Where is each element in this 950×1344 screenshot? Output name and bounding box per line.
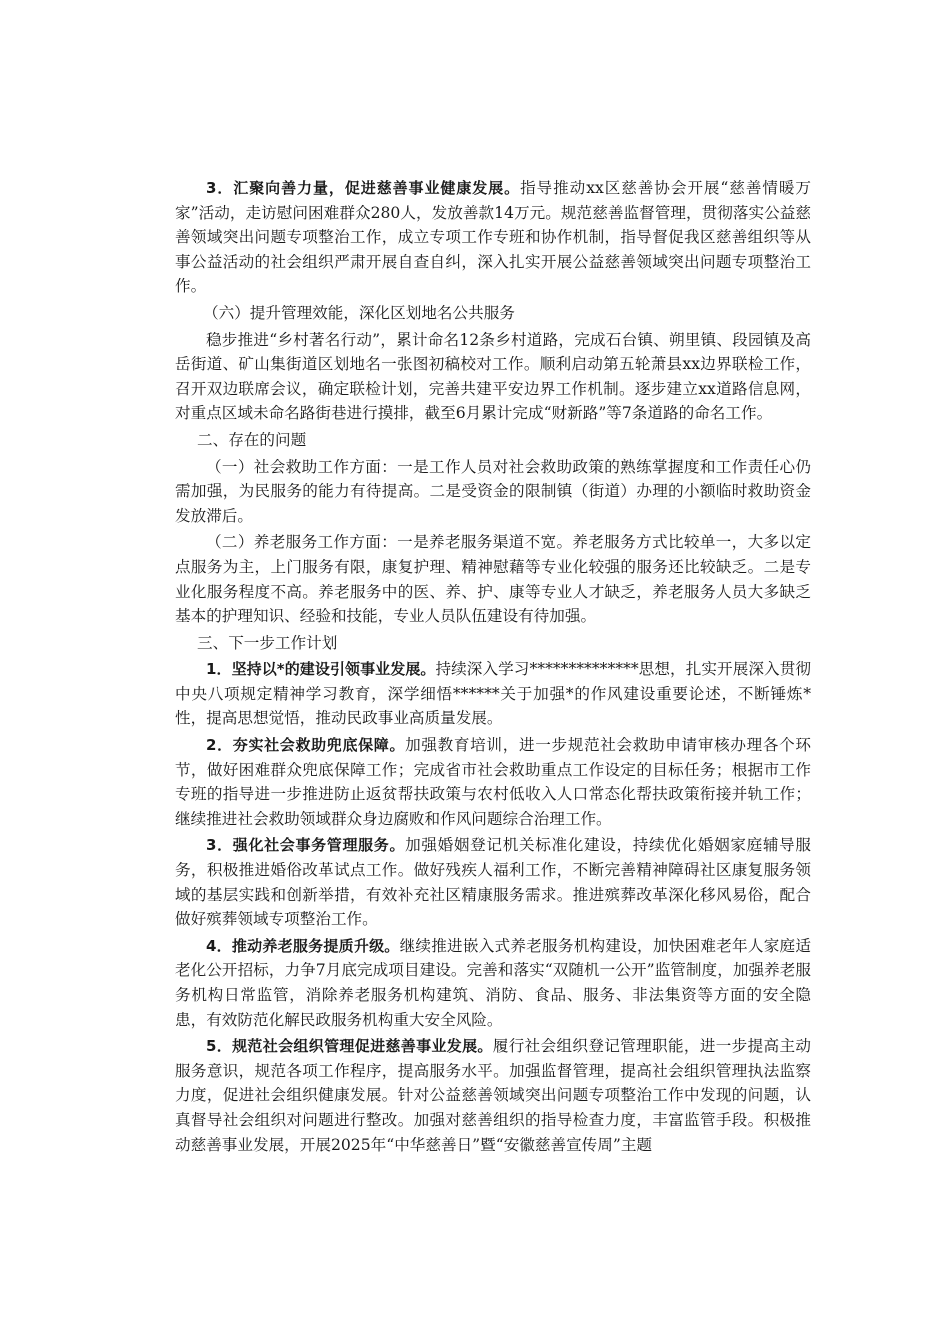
paragraph-charity-development [175,176,811,299]
paragraph-text: 加强教育培训，进一步规范社会救助申请审核办理各个环节，做好困难群众兜底保障工作；完成省市社会救助重点工作设定的目标任务；根据市工作专班的指导进一步推进防止返贫帮扶政策与农村低收入人口常态化帮扶政策衔接并轨工作；继续推进社会救助领域群众身边腐败和作风问题综合治理工作。 [175,736,811,828]
heading-text: （六）提升管理效能，深化区划地名公共服务 [203,303,515,322]
paragraph-plan-2 [175,733,811,831]
section-heading-problems [175,428,811,453]
paragraph-bold-lead: 5．规范社会组织管理促进慈善事业发展。 [206,1037,493,1056]
paragraph-text: 持续深入学习**************思想，扎实开展深入贯彻中央八项规定精神学习教育，深学细悟******关于加强*的作风建设重要论述，不断锤炼*性，提高思想觉悟，推动民政事业高质量发展。 [175,660,811,728]
heading-text: 二、存在的问题 [197,430,307,449]
heading-text: 三、下一步工作计划 [197,633,338,652]
section-heading-next-steps [175,631,811,656]
paragraph-text: （一）社会救助工作方面：一是工作人员对社会救助政策的熟练掌握度和工作责任心仍需加强，为民服务的能力有待提高。二是受资金的限制镇（街道）办理的小额临时救助资金发放滞后。 [175,457,811,525]
paragraph-plan-5 [175,1034,811,1157]
document-body [175,176,811,1159]
paragraph-bold-lead: 3．汇聚向善力量，促进慈善事业健康发展。 [206,179,521,197]
paragraph-plan-3 [175,833,811,931]
paragraph-plan-1 [175,657,811,731]
paragraph-bold-lead: 2．夯实社会救助兜底保障。 [206,736,406,755]
paragraph-social-assistance-problems [175,455,811,529]
paragraph-elderly-care-problems [175,530,811,628]
section-heading-place-names [175,301,811,326]
paragraph-text: 履行社会组织登记管理职能，进一步提高主动服务意识，规范各项工作程序，提高服务水平。加强监督管理，提高社会组织管理执法监察力度，促进社会组织健康发展。针对公益慈善领域突出问题专项整治工作中发现的问题，认真督导社会组织对问题进行整改。加强对慈善组织的指导检查力度，丰富监管手段。积极推动慈善事业发展，开展2025年“中华慈善日”暨“安徽慈善宣传周”主题 [175,1037,811,1154]
paragraph-bold-lead: 4．推动养老服务提质升级。 [206,936,400,955]
paragraph-text: 指导推动xx区慈善协会开展“慈善情暖万家”活动，走访慰问困难群众280人，发放善款14万元。规范慈善监督管理，贯彻落实公益慈善领域突出问题专项整治工作，成立专项工作专班和协作机制，指导督促我区慈善组织等从事公益活动的社会组织严肃开展自查自纠，深入扎实开展公益慈善领域突出问题专项整治工作。 [175,179,811,296]
paragraph-plan-4 [175,934,811,1032]
paragraph-bold-lead: 3．强化社会事务管理服务。 [206,836,406,855]
paragraph-text: 继续推进嵌入式养老服务机构建设，加快困难老年人家庭适老化公开招标，力争7月底完成项目建设。完善和落实“双随机一公开”监管制度，加强养老服务机构日常监管，消除养老服务机构建筑、消防、食品、服务、非法集资等方面的安全隐患，有效防范化解民政服务机构重大安全风险。 [175,936,811,1029]
paragraph-place-names [175,328,811,426]
paragraph-text: 稳步推进“乡村著名行动”，累计命名12条乡村道路，完成石台镇、朔里镇、段园镇及高岳街道、矿山集街道区划地名一张图初稿校对工作。顺利启动第五轮萧县xx边界联检工作，召开双边联席会议，确定联检计划，完善共建平安边界工作机制。逐步建立xx道路信息网，对重点区域未命名路街巷进行摸排，截至6月累计完成“财新路”等7条道路的命名工作。 [175,330,811,423]
paragraph-bold-lead: 1．坚持以*的建设引领事业发展。 [206,660,436,679]
paragraph-text: 加强婚姻登记机关标准化建设，持续优化婚姻家庭辅导服务，积极推进婚俗改革试点工作。做好残疾人福利工作，不断完善精神障碍社区康复服务领域的基层实践和创新举措，有效补充社区精康服务需求。推进殡葬改革深化移风易俗，配合做好殡葬领域专项整治工作。 [175,836,811,929]
paragraph-text: （二）养老服务工作方面：一是养老服务渠道不宽。养老服务方式比较单一，大多以定点服务为主，上门服务有限，康复护理、精神慰藉等专业化较强的服务还比较缺乏。二是专业化服务程度不高。养老服务中的医、养、护、康等专业人才缺乏，养老服务人员大多缺乏基本的护理知识、经验和技能，专业人员队伍建设有待加强。 [175,533,811,626]
